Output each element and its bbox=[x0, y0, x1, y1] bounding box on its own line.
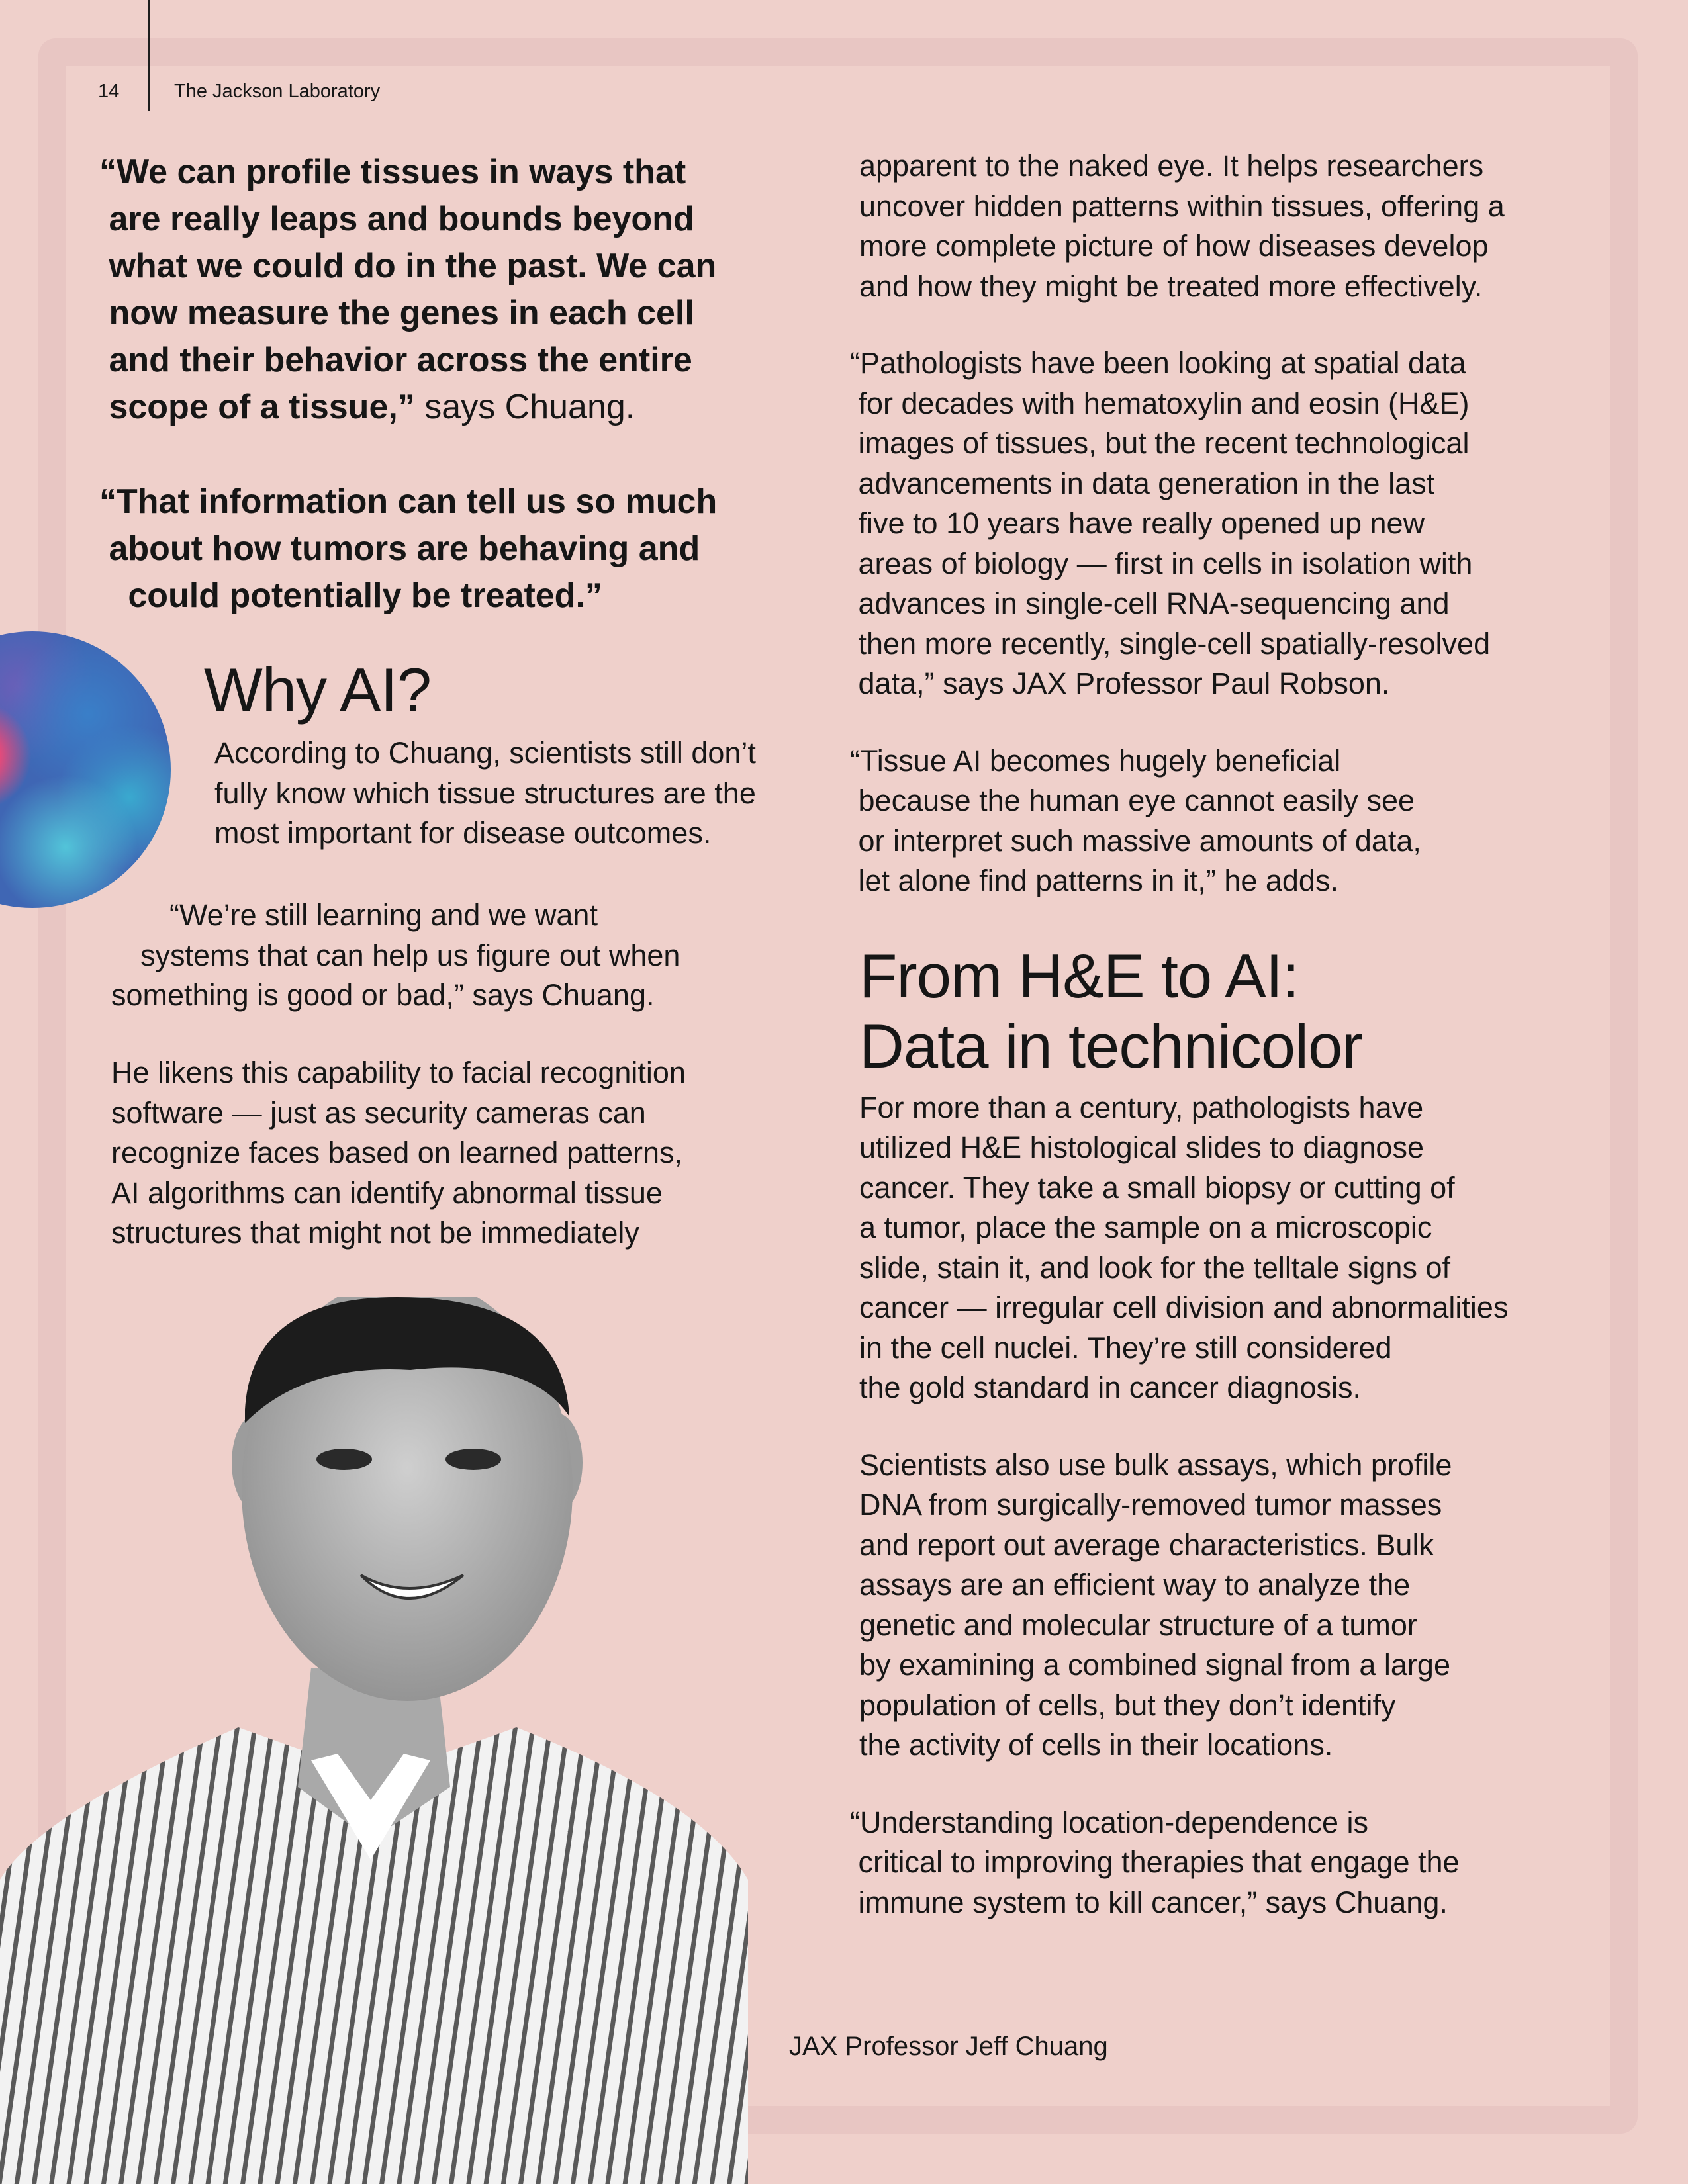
left-pull-quotes bbox=[99, 149, 801, 619]
right-eye bbox=[445, 1449, 501, 1470]
pull-quote-1: “We can profile tissues in ways that are really leaps and bounds beyond what we could do in the past. We can now measure the genes in each cell and their behavior across the entire scope of a tissue,” says Chuang. bbox=[99, 153, 717, 426]
learning-quote: “We’re still learning and we want systems that can help us figure out when something is good or bad,” says Chuang. bbox=[111, 898, 680, 1012]
century-paragraph: For more than a century, pathologists have utilized H&E histological slides to diagnose cancer. They take a small biopsy or cutting of a tumor, place the sample on a microscopic slide, stain it, and look for the telltale signs of cancer — irregular cell division and abnormalities in the cell nuclei. They’re still considered the gold standard in cancer diagnosis. bbox=[859, 1090, 1509, 1404]
pathologists-quote: “Pathologists have been looking at spatial data for decades with hematoxylin and eosin (H&E) images of tissues, but the recent technological advancements in data generation in the last five to 10 years have really opened up new areas of biology — first in cells in isolation with advances in single-cell RNA-sequencing and then more recently, single-cell spatially-resolved data,” says JAX Professor Paul Robson. bbox=[850, 346, 1491, 700]
tissue-ai-quote: “Tissue AI becomes hugely beneficial because the human eye cannot easily see or interpret such massive amounts of data, let alone find patterns in it,” he adds. bbox=[850, 743, 1421, 897]
facial-recognition-paragraph: He likens this capability to facial recognition software — just as security cameras can recognize faces based on learned patterns, AI algorithms can identify abnormal tissue structures that might not be immediately bbox=[111, 1056, 686, 1250]
page-number: 14 bbox=[98, 81, 120, 102]
why-ai-heading: Why AI? bbox=[204, 655, 432, 725]
header-rule bbox=[148, 0, 150, 111]
portrait-photo bbox=[0, 1297, 755, 2184]
photo-caption: JAX Professor Jeff Chuang bbox=[789, 2032, 1108, 2061]
why-ai-section bbox=[204, 655, 833, 854]
he-to-ai-heading: From H&E to AI: Data in technicolor bbox=[859, 940, 1362, 1081]
continued-paragraph: apparent to the naked eye. It helps researchers uncover hidden patterns within tissues, offering a more complete picture of how diseases develop and how they might be treated more effectively. bbox=[859, 149, 1505, 303]
bulk-assays-paragraph: Scientists also use bulk assays, which profile DNA from surgically-removed tumor masses and report out average characteristics. Bulk assays are an efficient way to analyze the genetic and molecular structure of a tumor by examining a combined signal from a large population of cells, but they don’t identify the activity of cells in their locations. bbox=[859, 1447, 1452, 1762]
left-eye bbox=[316, 1449, 372, 1470]
pull-quote-2: “That information can tell us so much about how tumors are behaving and could potentially be treated.” bbox=[99, 482, 718, 615]
location-quote: “Understanding location-dependence is critical to improving therapies that engage the immune system to kill cancer,” says Chuang. bbox=[850, 1805, 1460, 1919]
why-ai-paragraph: According to Chuang, scientists still don’t fully know which tissue structures are the most important for disease outcomes. bbox=[214, 736, 756, 850]
publication-name: The Jackson Laboratory bbox=[174, 81, 381, 102]
right-column bbox=[850, 146, 1594, 1923]
